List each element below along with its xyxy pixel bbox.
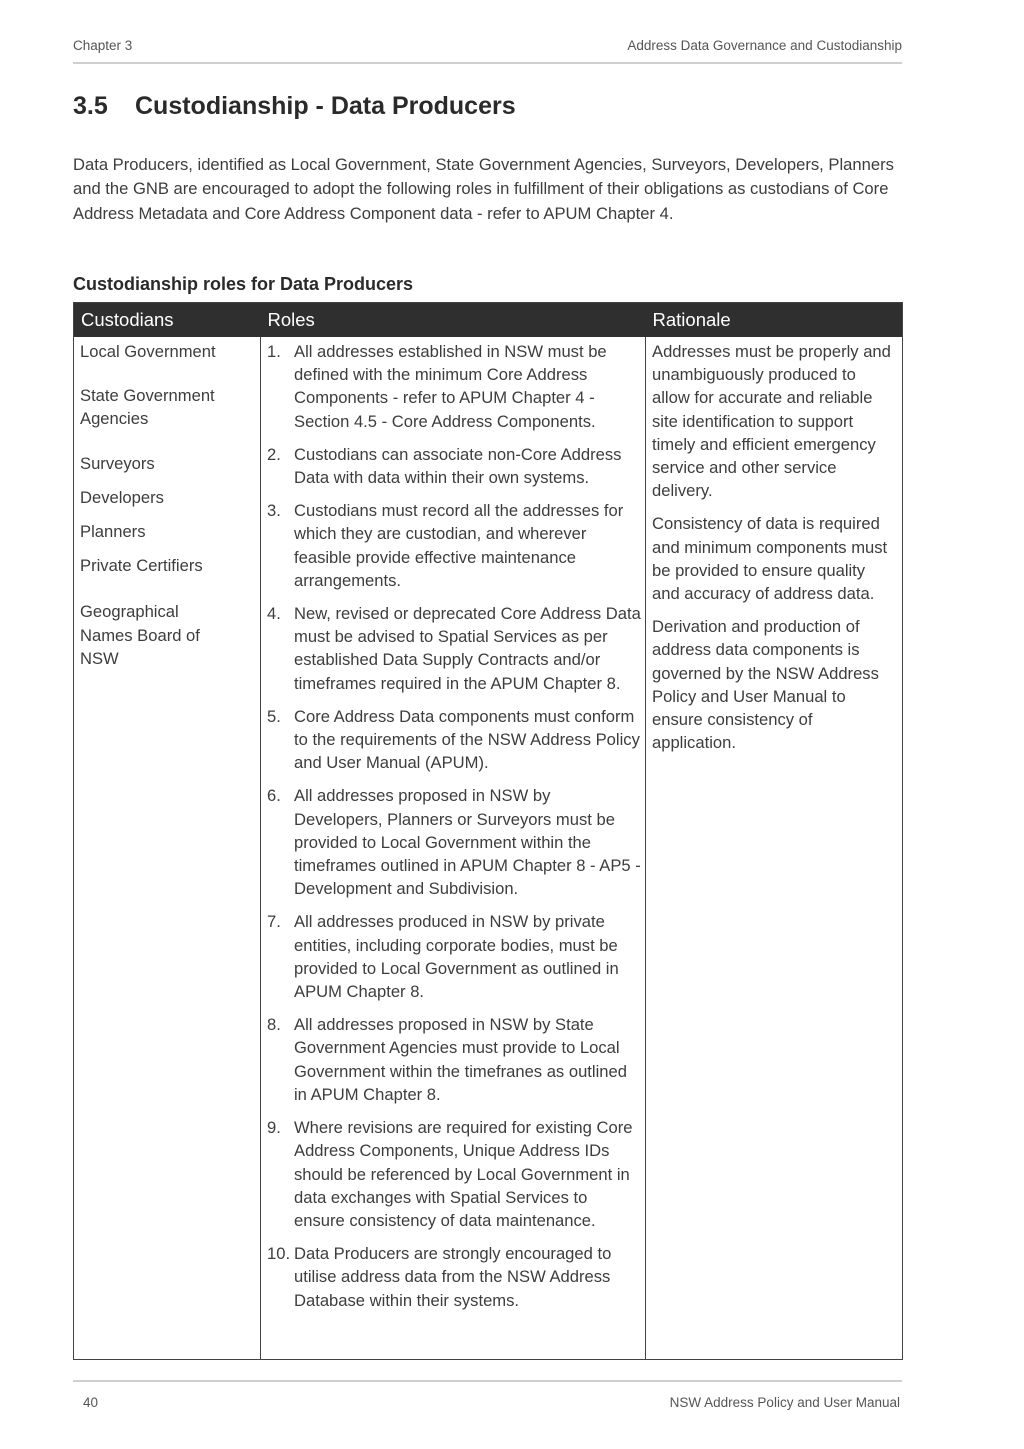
- role-text: Custodians must record all the addresses for which they are custodian, and wherever feasible provide effective maintenance arrangements.: [294, 501, 624, 590]
- custodian-list: [74, 337, 260, 670]
- role-number: 3.: [267, 501, 281, 521]
- rationale-cell: [646, 337, 903, 1360]
- rationale-paragraph: Consistency of data is required and minimum components must be provided to ensure quality and accuracy of address data.: [652, 514, 888, 604]
- page-number: 40: [83, 1395, 99, 1410]
- role-item: [267, 705, 641, 775]
- role-text: Custodians can associate non-Core Address Data with data within their own systems.: [294, 444, 622, 488]
- role-text: All addresses proposed in NSW by State Government Agencies must provide to Local Government within the timefranes as outlined in APUM Chapter 8.: [294, 1015, 627, 1104]
- role-number: 6.: [267, 786, 281, 806]
- role-text: All addresses established in NSW must be defined with the minimum Core Address Components - refer to APUM Chapter 4 - Section 4.5 - Core Address Components.: [294, 342, 607, 431]
- rationale-paragraph: Derivation and production of address data components is governed by the NSW Address Policy and User Manual to ensure consistency of application.: [652, 617, 879, 753]
- section-title: [73, 92, 516, 121]
- role-number: 2.: [267, 444, 281, 464]
- header-custodians: Custodians: [74, 303, 261, 338]
- role-text: Core Address Data components must conform to the requirements of the NSW Address Policy and User Manual (APUM).: [294, 706, 640, 773]
- role-item: [267, 1013, 641, 1106]
- role-text: Where revisions are required for existing Core Address Components, Unique Address IDs should be referenced by Local Government in data exchanges with Spatial Services to ensure consistency of data maintenance.: [294, 1118, 633, 1230]
- role-number: 4.: [267, 604, 281, 624]
- header-rationale: Rationale: [646, 303, 903, 338]
- table-caption: Custodianship roles for Data Producers: [73, 274, 414, 294]
- table-header-row: [74, 303, 903, 338]
- role-number: 8.: [267, 1015, 281, 1035]
- custodian-item: Surveyors: [80, 453, 155, 473]
- section-title-text: Custodianship - Data Producers: [135, 92, 516, 120]
- publication-title: NSW Address Policy and User Manual: [669, 1395, 900, 1410]
- role-number: 10.: [267, 1244, 291, 1264]
- role-number: 1.: [267, 342, 281, 361]
- custodian-item: Geographical Names Board of NSW: [80, 602, 200, 668]
- role-item: [267, 443, 641, 489]
- custodian-item: Developers: [80, 487, 164, 507]
- role-item: [267, 1242, 641, 1312]
- role-text: All addresses proposed in NSW by Developers, Planners or Surveyors must be provided to Local Government within the timeframes outlined in APUM Chapter 8 - AP5 - Development and Subdivision.: [294, 786, 641, 899]
- page-header: [73, 36, 902, 64]
- custodian-item: State Government Agencies: [80, 386, 215, 429]
- custodian-item: Planners: [80, 522, 146, 542]
- role-item: [267, 340, 641, 433]
- role-item: [267, 602, 641, 695]
- role-text: New, revised or deprecated Core Address Data must be advised to Spatial Services as per established Data Supply Contracts and/or timeframes required in the APUM Chapter 8.: [294, 604, 641, 693]
- custodians-cell: [74, 337, 261, 1360]
- intro-paragraph: Data Producers, identified as Local Government, State Government Agencies, Surveyors, Developers, Planners and the GNB are encouraged to adopt the following roles in fulfillment of their obligations as custodians of Core Address Metadata and Core Address Component data - refer to APUM Chapter 4.: [73, 155, 894, 223]
- header-roles: Roles: [261, 303, 646, 338]
- role-number: 9.: [267, 1118, 281, 1138]
- role-text: Data Producers are strongly encouraged to utilise address data from the NSW Address Database within their systems.: [294, 1244, 612, 1310]
- custodianship-table: [73, 302, 903, 1360]
- role-item: [267, 499, 641, 592]
- section-number: 3.5: [73, 92, 108, 120]
- role-number: 7.: [267, 912, 281, 932]
- running-title: Address Data Governance and Custodianship: [627, 38, 902, 53]
- page-footer: [73, 1380, 902, 1410]
- table-body-row: [74, 337, 903, 1360]
- role-item: [267, 1116, 641, 1232]
- roles-list: [261, 337, 645, 1312]
- rationale-list: [646, 337, 902, 754]
- custodian-item: Private Certifiers: [80, 556, 203, 576]
- role-text: All addresses produced in NSW by private entities, including corporate bodies, must be provided to Local Government as outlined in APUM Chapter 8.: [294, 912, 619, 1002]
- custodian-item: Local Government: [80, 342, 216, 361]
- role-number: 5.: [267, 706, 281, 726]
- rationale-paragraph: Addresses must be properly and unambiguously produced to allow for accurate and reliable site identification to support timely and efficient emergency service and other service delivery.: [652, 342, 891, 501]
- chapter-label: Chapter 3: [73, 38, 133, 53]
- role-item: [267, 910, 641, 1003]
- roles-cell: [261, 337, 646, 1360]
- role-item: [267, 784, 641, 900]
